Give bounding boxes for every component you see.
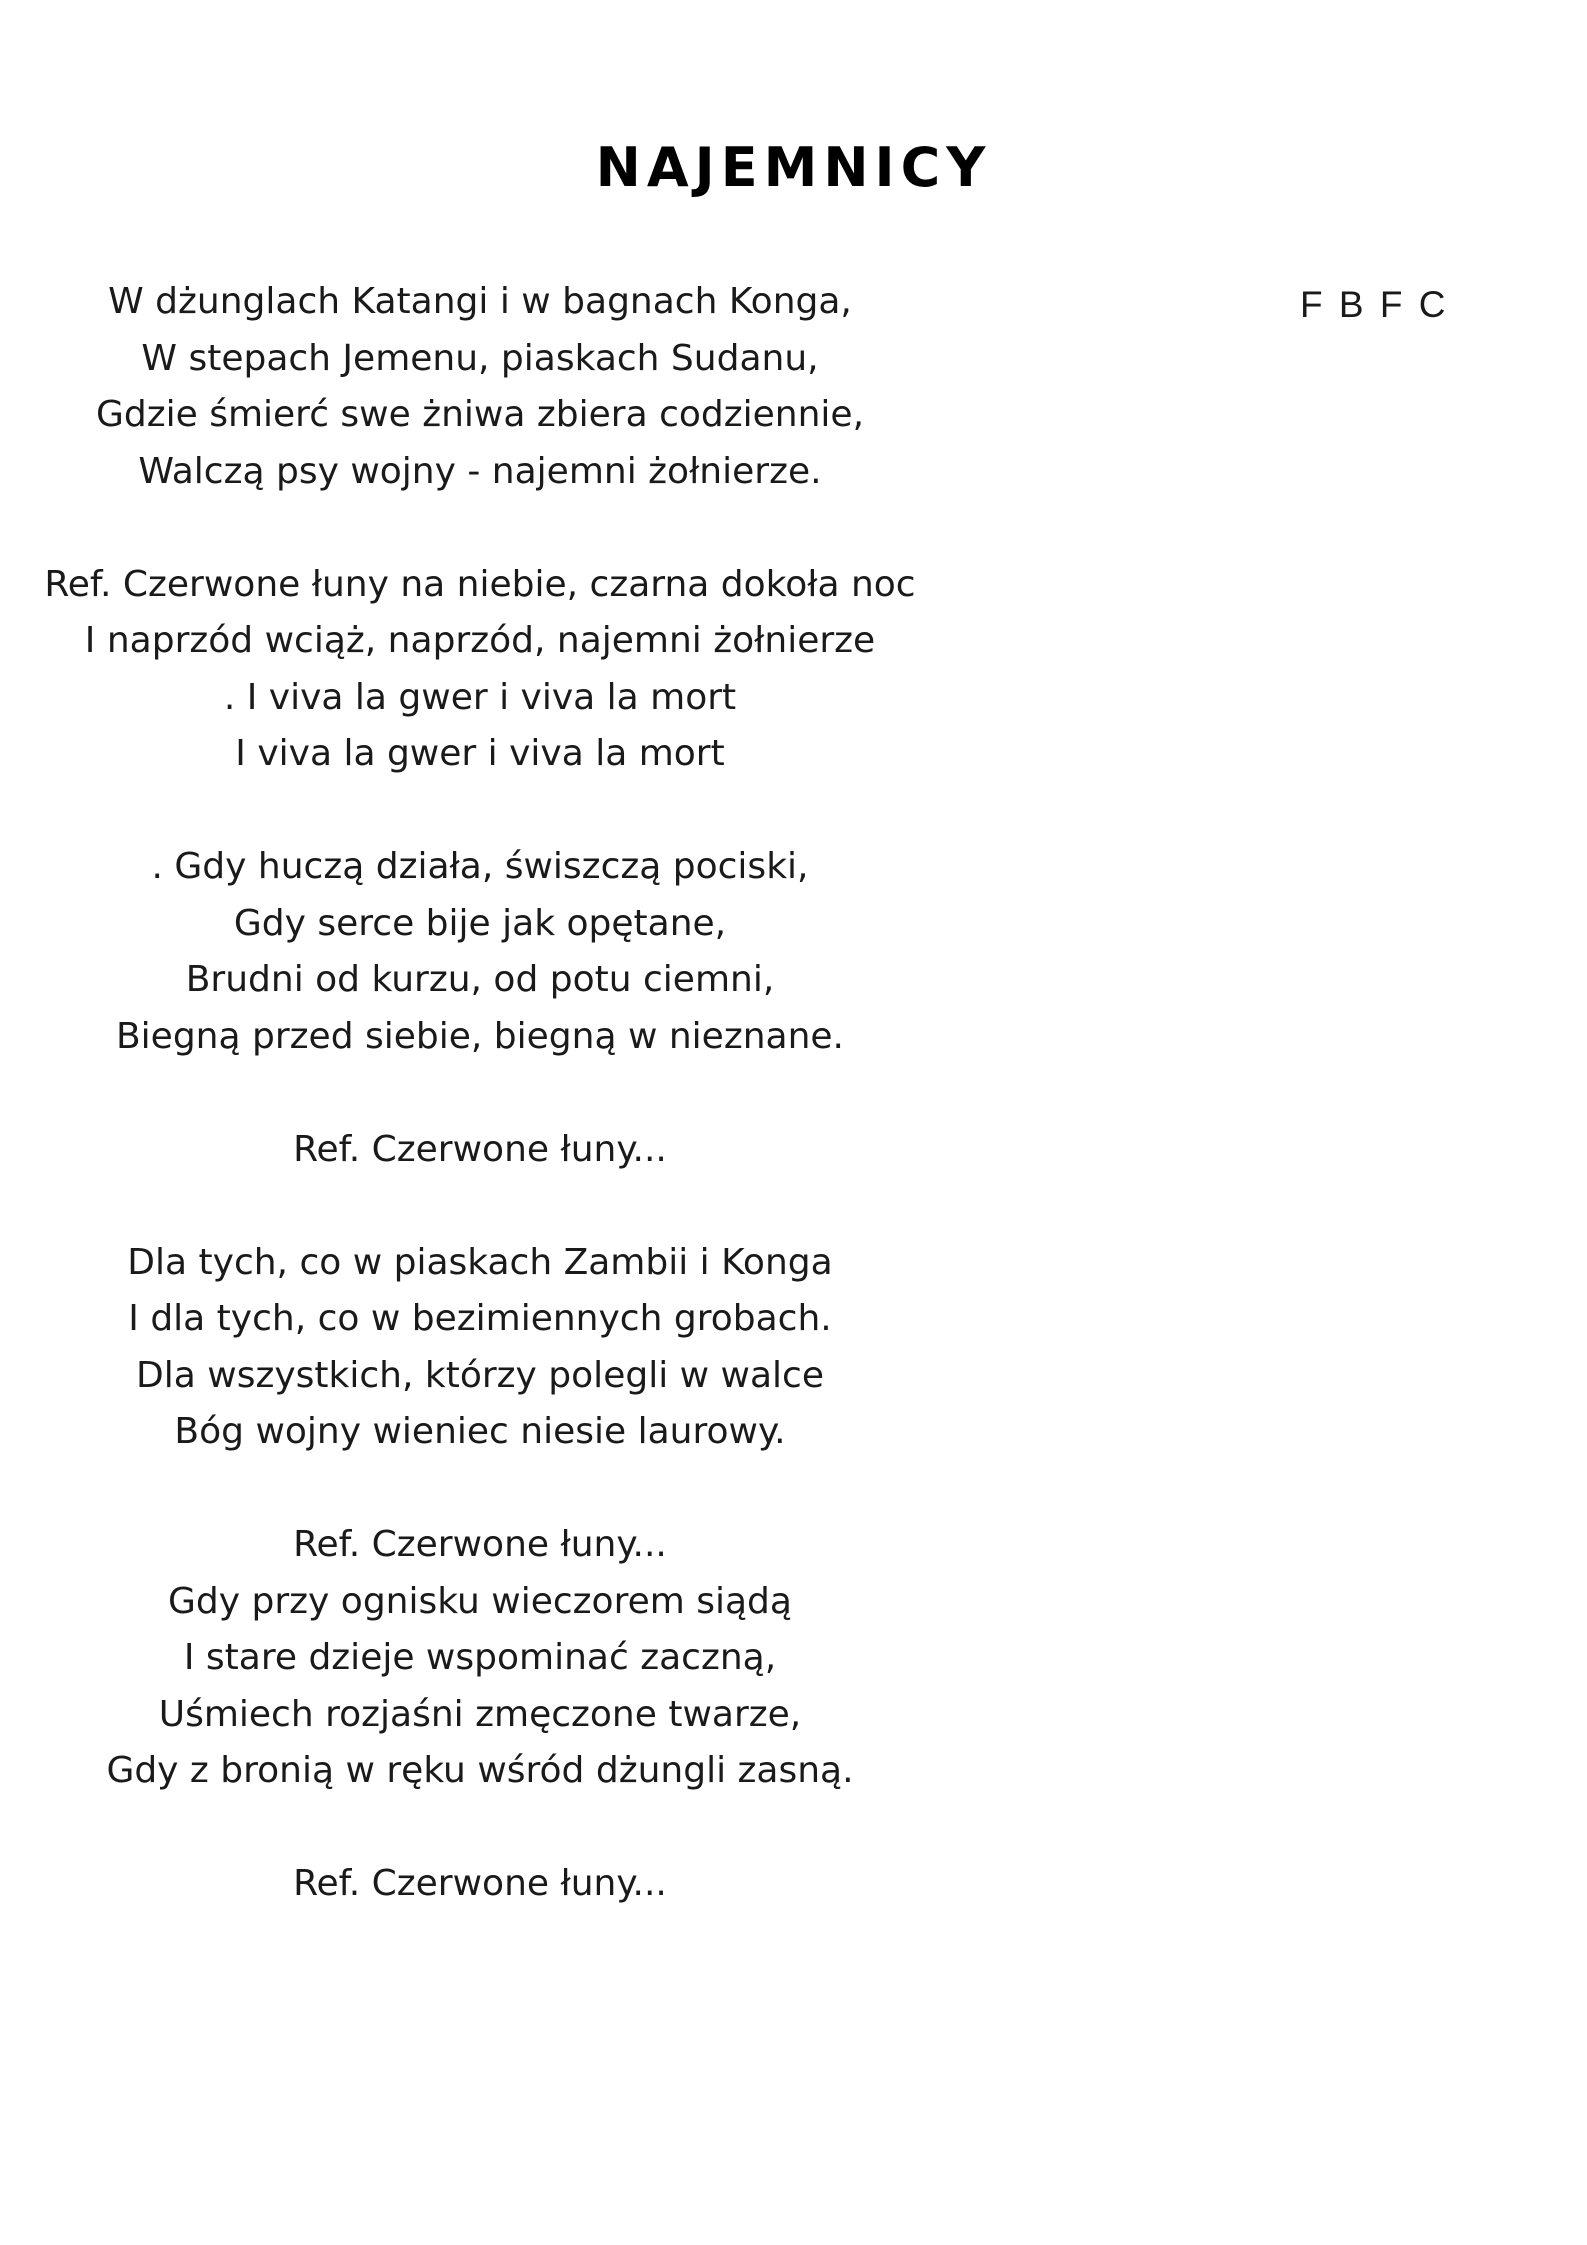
stanza-refrain (0, 557, 960, 783)
lyric-line: W dżunglach Katangi i w bagnach Konga, (108, 281, 852, 322)
lyric-line: I naprzód wciąż, naprzód, najemni żołnierze (84, 620, 876, 661)
song-title: NAJEMNICY (595, 136, 992, 199)
lyric-line: Uśmiech rozjaśni zmęczone twarze, (158, 1693, 802, 1735)
lyric-line: Gdy z bronią w ręku wśród dżungli zasną. (106, 1750, 854, 1791)
chord-sequence: F B F C (1300, 284, 1449, 325)
lyric-line: Bóg wojny wieniec niesie laurowy. (174, 1411, 786, 1452)
lyric-line: Dla wszystkich, którzy polegli w walce (136, 1354, 824, 1396)
lyric-line: Gdy serce bije jak opętane, (233, 902, 727, 944)
stanza-verse-1 (0, 274, 960, 500)
lyric-line: Gdy przy ognisku wieczorem siądą (168, 1580, 792, 1622)
lyric-line: Brudni od kurzu, od potu ciemni, (185, 959, 775, 1000)
lyric-line: W stepach Jemenu, piaskach Sudanu, (141, 337, 819, 379)
lyric-line: . Gdy huczą działa, świszczą pociski, (151, 846, 809, 887)
lyric-line: Dla tych, co w piaskach Zambii i Konga (127, 1241, 833, 1283)
lyric-line: Ref. Czerwone łuny... (293, 1863, 667, 1904)
stanza-verse-4 (0, 1517, 960, 1800)
lyric-line: Gdzie śmierć swe żniwa zbiera codziennie, (95, 394, 865, 435)
lyric-line: I dla tych, co w bezimiennych grobach. (128, 1298, 832, 1339)
lyric-line: . I viva la gwer i viva la mort (223, 676, 737, 718)
lyric-line: Walczą psy wojny - najemni żołnierze. (138, 450, 822, 492)
stanza-refrain-repeat-2 (0, 1856, 960, 1913)
stanza-refrain-repeat-1 (0, 1122, 960, 1179)
lyric-line: I stare dzieje wspominać zaczną, (183, 1637, 777, 1678)
lyric-line: Ref. Czerwone łuny... (293, 1128, 667, 1170)
lyrics-body (0, 274, 960, 1969)
lyric-line: Ref. Czerwone łuny na niebie, czarna dokoła noc (44, 563, 916, 605)
lyric-line: Ref. Czerwone łuny... (293, 1524, 667, 1565)
lyric-line: I viva la gwer i viva la mort (235, 733, 725, 774)
lyric-line: Biegną przed siebie, biegną w nieznane. (115, 1015, 844, 1057)
stanza-verse-2 (0, 839, 960, 1065)
stanza-verse-3 (0, 1235, 960, 1461)
